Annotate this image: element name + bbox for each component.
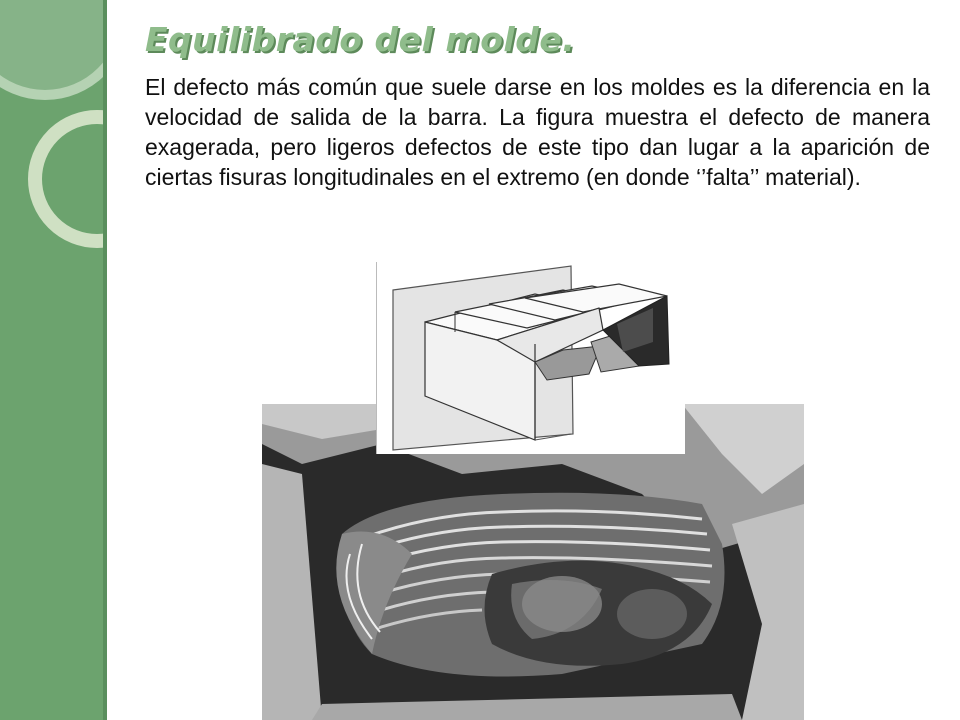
sidebar-edge bbox=[103, 0, 107, 720]
slide-paragraph: El defecto más común que suele darse en los moldes es la diferencia en la velocidad de salida de la barra. La figura muestra el defecto de manera exagerada, pero ligeros defectos de este tipo dan lugar a la aparición de ciertas fisuras longitudinales en el extremo (en donde ‘’falta’’ material). bbox=[145, 74, 930, 190]
decorative-ring-top bbox=[0, 0, 107, 100]
decorative-sidebar bbox=[0, 0, 107, 720]
slide-title: Equilibrado del molde. bbox=[145, 20, 576, 59]
mould-diagram bbox=[376, 262, 685, 454]
mould-defect-diagram bbox=[377, 262, 685, 454]
decorative-ring-middle bbox=[28, 110, 107, 248]
